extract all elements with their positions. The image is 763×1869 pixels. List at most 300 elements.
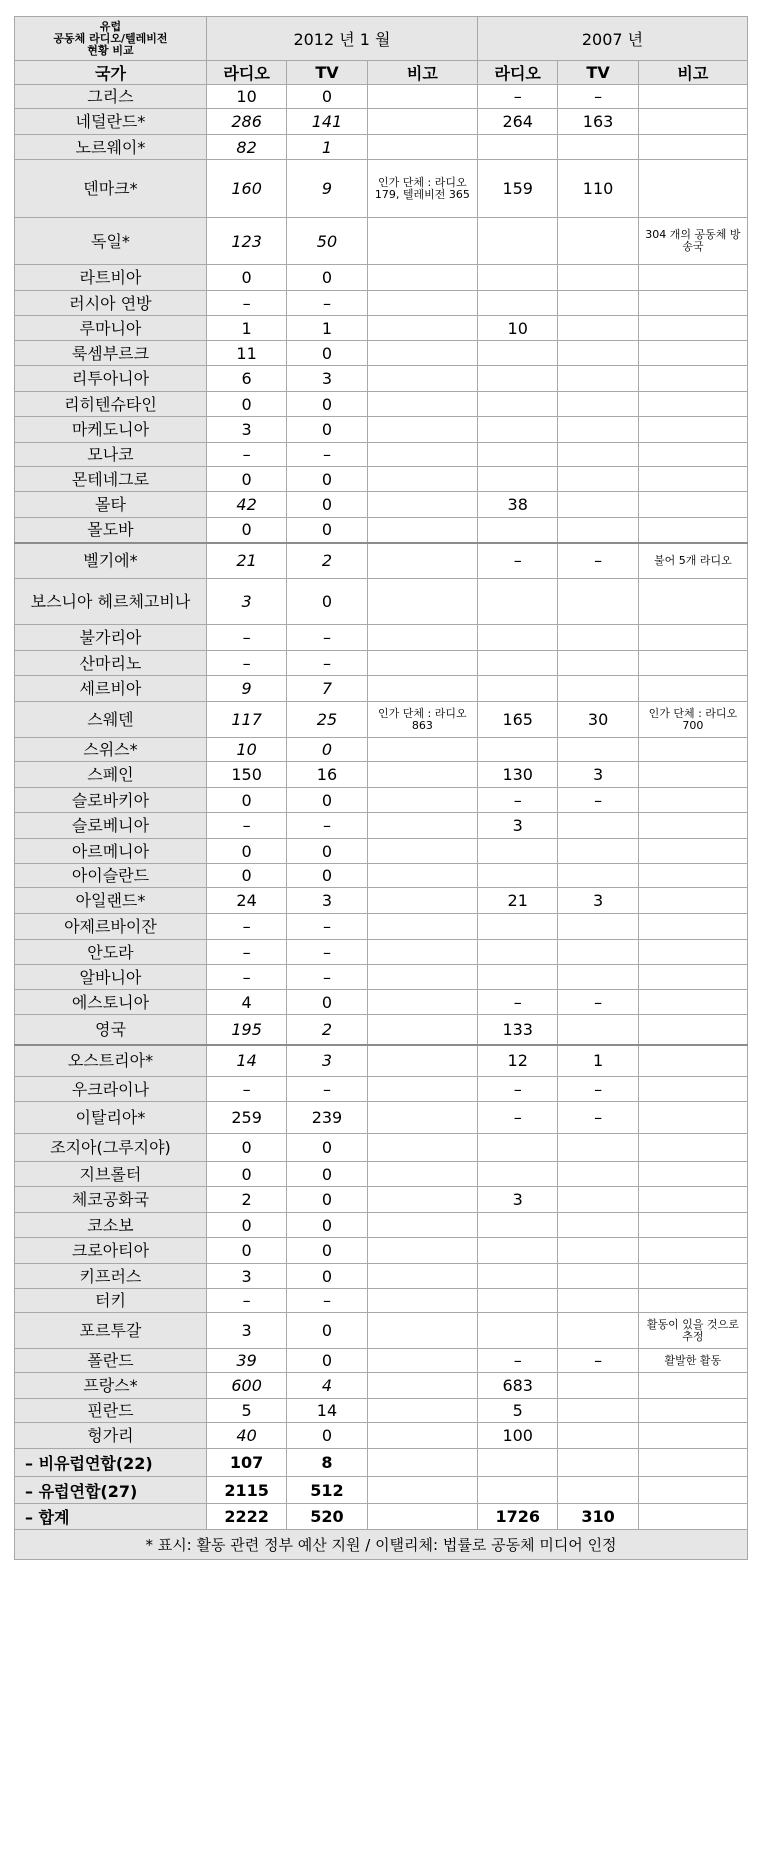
tv-2007-cell [558, 1373, 638, 1399]
country-cell: 리투아니아 [15, 366, 207, 392]
radio-2007-cell [478, 218, 558, 265]
country-cell: 루마니아 [15, 316, 207, 341]
note-2012-cell [367, 651, 477, 676]
radio-2007-cell: 21 [478, 888, 558, 914]
tv-2012-cell: 25 [287, 702, 367, 738]
table-row [15, 1015, 748, 1045]
radio-2012-cell: 150 [206, 762, 286, 788]
note-2007-cell [638, 1289, 747, 1313]
summary-body [15, 1449, 748, 1530]
table-row [15, 492, 748, 518]
country-cell: 아이슬란드 [15, 864, 207, 888]
note-2012-cell [367, 1349, 477, 1373]
note-2007-cell [638, 940, 747, 965]
note-2007-cell [638, 316, 747, 341]
radio-2012-cell: 117 [206, 702, 286, 738]
note-2012-cell: 인가 단체 : 라디오 179, 텔레비전 365 [367, 160, 477, 218]
radio-2007-cell: 3 [478, 813, 558, 839]
note-2012-cell [367, 1289, 477, 1313]
tv-2012-cell: 239 [287, 1102, 367, 1134]
radio-2012-cell: – [206, 443, 286, 467]
table-row [15, 990, 748, 1015]
radio-2007-cell [478, 940, 558, 965]
note-2007-cell: 활발한 활동 [638, 1349, 747, 1373]
radio-2007-cell: 100 [478, 1423, 558, 1449]
table-row [15, 813, 748, 839]
table-row [15, 1045, 748, 1077]
table-row [15, 1238, 748, 1264]
tv-2012-cell: 0 [287, 738, 367, 762]
tv-2007-cell: 1 [558, 1045, 638, 1077]
tv-2012-cell: – [287, 291, 367, 316]
note-2012-cell [367, 738, 477, 762]
radio-2012-cell: 4 [206, 990, 286, 1015]
radio-2012-cell: 0 [206, 839, 286, 864]
tv-2012-cell: 1 [287, 135, 367, 160]
summary-row [15, 1449, 748, 1477]
radio-2007-cell: 133 [478, 1015, 558, 1045]
country-cell: 핀란드 [15, 1399, 207, 1423]
country-cell: 포르투갈 [15, 1313, 207, 1349]
radio-2007-cell [478, 1162, 558, 1187]
summary-tv-2007 [558, 1449, 638, 1477]
table-row [15, 543, 748, 579]
table-title-line1: 유럽 [99, 19, 122, 33]
tv-2007-cell [558, 1213, 638, 1238]
tv-2012-cell: 0 [287, 467, 367, 492]
table-row [15, 579, 748, 625]
note-2007-cell [638, 1187, 747, 1213]
tv-2012-cell: – [287, 1289, 367, 1313]
table-row [15, 888, 748, 914]
tv-2007-cell: – [558, 788, 638, 813]
tv-2012-cell: 16 [287, 762, 367, 788]
country-cell: 아일랜드* [15, 888, 207, 914]
note-2012-cell [367, 788, 477, 813]
summary-note-2012 [367, 1449, 477, 1477]
radio-2012-cell: 0 [206, 788, 286, 813]
note-2012-cell [367, 265, 477, 291]
summary-note-2007 [638, 1504, 747, 1530]
note-2007-cell [638, 888, 747, 914]
note-2012-cell [367, 940, 477, 965]
column-header-country: 국가 [15, 61, 207, 85]
tv-2007-cell [558, 135, 638, 160]
country-cell: 조지아(그루지야) [15, 1134, 207, 1162]
tv-2007-cell [558, 1015, 638, 1045]
note-2012-cell [367, 543, 477, 579]
radio-2007-cell [478, 738, 558, 762]
radio-2012-cell: 6 [206, 366, 286, 392]
note-2012-cell [367, 366, 477, 392]
note-2007-cell [638, 1213, 747, 1238]
note-2007-cell [638, 160, 747, 218]
country-cell: 세르비아 [15, 676, 207, 702]
radio-2012-cell: 0 [206, 518, 286, 543]
tv-2012-cell: 0 [287, 1423, 367, 1449]
tv-2007-cell [558, 341, 638, 366]
country-cell: 스위스* [15, 738, 207, 762]
tv-2007-cell [558, 738, 638, 762]
note-2007-cell [638, 1373, 747, 1399]
table-row [15, 651, 748, 676]
note-2012-cell [367, 417, 477, 443]
table-row [15, 392, 748, 417]
note-2012-cell: 인가 단체 : 라디오 863 [367, 702, 477, 738]
note-2007-cell [638, 1423, 747, 1449]
tv-2007-cell [558, 366, 638, 392]
country-cell: 산마리노 [15, 651, 207, 676]
radio-2007-cell [478, 839, 558, 864]
table-row [15, 676, 748, 702]
tv-2007-cell [558, 392, 638, 417]
radio-2012-cell: 0 [206, 1162, 286, 1187]
tv-2007-cell: 110 [558, 160, 638, 218]
radio-2007-cell [478, 291, 558, 316]
summary-radio-2012: 2222 [206, 1504, 286, 1530]
country-cell: 프랑스* [15, 1373, 207, 1399]
table-row [15, 1077, 748, 1102]
radio-2012-cell: 286 [206, 109, 286, 135]
tv-2012-cell: 0 [287, 990, 367, 1015]
tv-2007-cell [558, 1399, 638, 1423]
tv-2007-cell [558, 1238, 638, 1264]
tv-2007-cell [558, 467, 638, 492]
tv-2012-cell: – [287, 813, 367, 839]
tv-2012-cell: 2 [287, 543, 367, 579]
table-row [15, 1373, 748, 1399]
radio-2012-cell: 2 [206, 1187, 286, 1213]
tv-2012-cell: – [287, 651, 367, 676]
note-2012-cell [367, 1238, 477, 1264]
tv-2012-cell: 14 [287, 1399, 367, 1423]
note-2007-cell [638, 265, 747, 291]
country-cell: 아제르바이잔 [15, 914, 207, 940]
note-2007-cell [638, 135, 747, 160]
note-2012-cell [367, 1399, 477, 1423]
tv-2012-cell: 0 [287, 265, 367, 291]
note-2012-cell [367, 1045, 477, 1077]
table-body [15, 85, 748, 1449]
tv-2012-cell: 0 [287, 579, 367, 625]
radio-2007-cell: 264 [478, 109, 558, 135]
country-cell: 영국 [15, 1015, 207, 1045]
country-cell: 코소보 [15, 1213, 207, 1238]
radio-2007-cell: 165 [478, 702, 558, 738]
radio-2012-cell: – [206, 1289, 286, 1313]
note-2012-cell [367, 109, 477, 135]
country-cell: 스웨덴 [15, 702, 207, 738]
tv-2007-cell: – [558, 1077, 638, 1102]
note-2012-cell [367, 492, 477, 518]
tv-2007-cell [558, 1134, 638, 1162]
note-2007-cell [638, 738, 747, 762]
column-header-tv-2007: TV [558, 61, 638, 85]
radio-2012-cell: 10 [206, 85, 286, 109]
column-header-tv-2012: TV [287, 61, 367, 85]
tv-2012-cell: 0 [287, 1264, 367, 1289]
note-2012-cell [367, 965, 477, 990]
summary-radio-2012: 2115 [206, 1477, 286, 1504]
note-2007-cell [638, 1045, 747, 1077]
table-row [15, 1134, 748, 1162]
radio-2007-cell: – [478, 788, 558, 813]
table-row [15, 518, 748, 543]
note-2012-cell [367, 813, 477, 839]
table-row [15, 417, 748, 443]
radio-2012-cell: 3 [206, 1264, 286, 1289]
note-2007-cell [638, 1264, 747, 1289]
radio-2012-cell: 9 [206, 676, 286, 702]
tv-2007-cell [558, 518, 638, 543]
summary-row [15, 1477, 748, 1504]
radio-2012-cell: 10 [206, 738, 286, 762]
table-row [15, 316, 748, 341]
tv-2012-cell: – [287, 443, 367, 467]
table-row [15, 1213, 748, 1238]
tv-2007-cell: – [558, 990, 638, 1015]
radio-2012-cell: 0 [206, 1238, 286, 1264]
tv-2007-cell: 30 [558, 702, 638, 738]
radio-2012-cell: – [206, 914, 286, 940]
radio-2007-cell [478, 1134, 558, 1162]
table-row [15, 109, 748, 135]
note-2012-cell [367, 443, 477, 467]
country-cell: 알바니아 [15, 965, 207, 990]
tv-2012-cell: 0 [287, 1213, 367, 1238]
note-2012-cell [367, 467, 477, 492]
radio-2007-cell [478, 1289, 558, 1313]
summary-label: – 비유럽연합(22) [15, 1449, 207, 1477]
note-2007-cell: 불어 5개 라디오 [638, 543, 747, 579]
radio-2012-cell: 3 [206, 1313, 286, 1349]
note-2012-cell [367, 85, 477, 109]
column-header-note-2012: 비고 [367, 61, 477, 85]
table-row [15, 1399, 748, 1423]
tv-2007-cell [558, 940, 638, 965]
radio-2012-cell: 14 [206, 1045, 286, 1077]
summary-radio-2012: 107 [206, 1449, 286, 1477]
note-2007-cell [638, 467, 747, 492]
radio-2007-cell: – [478, 543, 558, 579]
note-2007-cell [638, 85, 747, 109]
note-2012-cell [367, 914, 477, 940]
summary-row [15, 1504, 748, 1530]
tv-2012-cell: 0 [287, 392, 367, 417]
note-2007-cell [638, 762, 747, 788]
table-row [15, 443, 748, 467]
table-row [15, 702, 748, 738]
note-2007-cell [638, 579, 747, 625]
table-row [15, 914, 748, 940]
tv-2007-cell [558, 839, 638, 864]
tv-2012-cell: – [287, 625, 367, 651]
country-cell: 지브롤터 [15, 1162, 207, 1187]
radio-2007-cell: 3 [478, 1187, 558, 1213]
note-2012-cell [367, 888, 477, 914]
tv-2007-cell [558, 1187, 638, 1213]
country-cell: 몰도바 [15, 518, 207, 543]
note-2007-cell [638, 1015, 747, 1045]
country-cell: 네덜란드* [15, 109, 207, 135]
radio-2012-cell: 0 [206, 467, 286, 492]
note-2007-cell [638, 492, 747, 518]
note-2012-cell [367, 625, 477, 651]
note-2007-cell: 304 개의 공동체 방송국 [638, 218, 747, 265]
radio-2007-cell [478, 1313, 558, 1349]
radio-2007-cell [478, 1213, 558, 1238]
note-2012-cell [367, 1015, 477, 1045]
tv-2007-cell [558, 265, 638, 291]
footnote: * 표시: 활동 관련 정부 예산 지원 / 이탤리체: 법률로 공동체 미디어 인정 [15, 1530, 748, 1560]
country-cell: 마케도니아 [15, 417, 207, 443]
tv-2012-cell: 0 [287, 1349, 367, 1373]
radio-2007-cell [478, 676, 558, 702]
radio-2007-cell: 683 [478, 1373, 558, 1399]
summary-tv-2007 [558, 1477, 638, 1504]
radio-2012-cell: 3 [206, 579, 286, 625]
country-cell: 불가리아 [15, 625, 207, 651]
country-cell: 키프러스 [15, 1264, 207, 1289]
tv-2007-cell: 3 [558, 762, 638, 788]
note-2012-cell [367, 1423, 477, 1449]
table-row [15, 265, 748, 291]
tv-2012-cell: 1 [287, 316, 367, 341]
table-row [15, 1289, 748, 1313]
tv-2007-cell: – [558, 85, 638, 109]
country-cell: 아르메니아 [15, 839, 207, 864]
tv-2007-cell: – [558, 1349, 638, 1373]
country-cell: 슬로베니아 [15, 813, 207, 839]
table-row [15, 218, 748, 265]
radio-2012-cell: – [206, 625, 286, 651]
country-cell: 그리스 [15, 85, 207, 109]
note-2007-cell [638, 291, 747, 316]
table-row [15, 762, 748, 788]
table-row [15, 738, 748, 762]
country-cell: 스페인 [15, 762, 207, 788]
tv-2012-cell: 0 [287, 341, 367, 366]
radio-2012-cell: – [206, 813, 286, 839]
tv-2007-cell: 163 [558, 109, 638, 135]
tv-2012-cell: – [287, 965, 367, 990]
country-cell: 헝가리 [15, 1423, 207, 1449]
radio-2007-cell [478, 518, 558, 543]
note-2012-cell [367, 518, 477, 543]
tv-2012-cell: 3 [287, 888, 367, 914]
country-cell: 벨기에* [15, 543, 207, 579]
radio-2012-cell: 42 [206, 492, 286, 518]
country-cell: 에스토니아 [15, 990, 207, 1015]
period-2012-header: 2012 년 1 월 [206, 17, 477, 61]
note-2007-cell: 활동이 있을 것으로 추정 [638, 1313, 747, 1349]
radio-2012-cell: 24 [206, 888, 286, 914]
table-row [15, 864, 748, 888]
radio-2012-cell: 5 [206, 1399, 286, 1423]
table-row [15, 1102, 748, 1134]
radio-2007-cell: 10 [478, 316, 558, 341]
radio-2012-cell: 0 [206, 265, 286, 291]
tv-2012-cell: 0 [287, 864, 367, 888]
radio-2012-cell: 195 [206, 1015, 286, 1045]
note-2007-cell [638, 1238, 747, 1264]
radio-2007-cell [478, 341, 558, 366]
country-cell: 우크라이나 [15, 1077, 207, 1102]
table-row [15, 135, 748, 160]
table-title-line2: 공동체 라디오/텔레비전 [53, 31, 168, 45]
table-title-cell [15, 17, 207, 61]
radio-2007-cell [478, 651, 558, 676]
tv-2007-cell [558, 864, 638, 888]
radio-2012-cell: 0 [206, 1134, 286, 1162]
summary-radio-2007 [478, 1477, 558, 1504]
summary-note-2012 [367, 1504, 477, 1530]
tv-2012-cell: – [287, 1077, 367, 1102]
tv-2007-cell [558, 291, 638, 316]
note-2012-cell [367, 218, 477, 265]
radio-2012-cell: 259 [206, 1102, 286, 1134]
note-2012-cell [367, 676, 477, 702]
summary-tv-2007: 310 [558, 1504, 638, 1530]
radio-2007-cell [478, 579, 558, 625]
table-row [15, 1162, 748, 1187]
tv-2012-cell: 0 [287, 1313, 367, 1349]
tv-2007-cell [558, 218, 638, 265]
note-2012-cell [367, 1162, 477, 1187]
tv-2007-cell [558, 443, 638, 467]
tv-2007-cell [558, 579, 638, 625]
note-2012-cell [367, 762, 477, 788]
tv-2007-cell [558, 1313, 638, 1349]
radio-2012-cell: 39 [206, 1349, 286, 1373]
radio-2007-cell [478, 625, 558, 651]
radio-2007-cell [478, 914, 558, 940]
tv-2012-cell: 3 [287, 1045, 367, 1077]
note-2007-cell [638, 366, 747, 392]
radio-2012-cell: – [206, 651, 286, 676]
table-row [15, 160, 748, 218]
radio-2012-cell: 0 [206, 1213, 286, 1238]
note-2007-cell [638, 651, 747, 676]
tv-2007-cell [558, 813, 638, 839]
table-row [15, 1349, 748, 1373]
country-cell: 보스니아 헤르체고비나 [15, 579, 207, 625]
note-2007-cell [638, 109, 747, 135]
tv-2012-cell: – [287, 914, 367, 940]
note-2012-cell [367, 1264, 477, 1289]
column-header-radio-2012: 라디오 [206, 61, 286, 85]
note-2007-cell [638, 1162, 747, 1187]
radio-2007-cell [478, 467, 558, 492]
table-row [15, 625, 748, 651]
table-row [15, 1187, 748, 1213]
radio-2007-cell: – [478, 1349, 558, 1373]
note-2012-cell [367, 135, 477, 160]
tv-2007-cell [558, 1162, 638, 1187]
note-2012-cell [367, 1187, 477, 1213]
tv-2012-cell: 7 [287, 676, 367, 702]
radio-2007-cell [478, 265, 558, 291]
country-cell: 덴마크* [15, 160, 207, 218]
radio-2012-cell: – [206, 1077, 286, 1102]
radio-2012-cell: 21 [206, 543, 286, 579]
country-cell: 러시아 연방 [15, 291, 207, 316]
tv-2007-cell: – [558, 1102, 638, 1134]
tv-2012-cell: 4 [287, 1373, 367, 1399]
note-2012-cell [367, 839, 477, 864]
country-cell: 안도라 [15, 940, 207, 965]
table-title-line3: 현황 비교 [87, 43, 134, 57]
